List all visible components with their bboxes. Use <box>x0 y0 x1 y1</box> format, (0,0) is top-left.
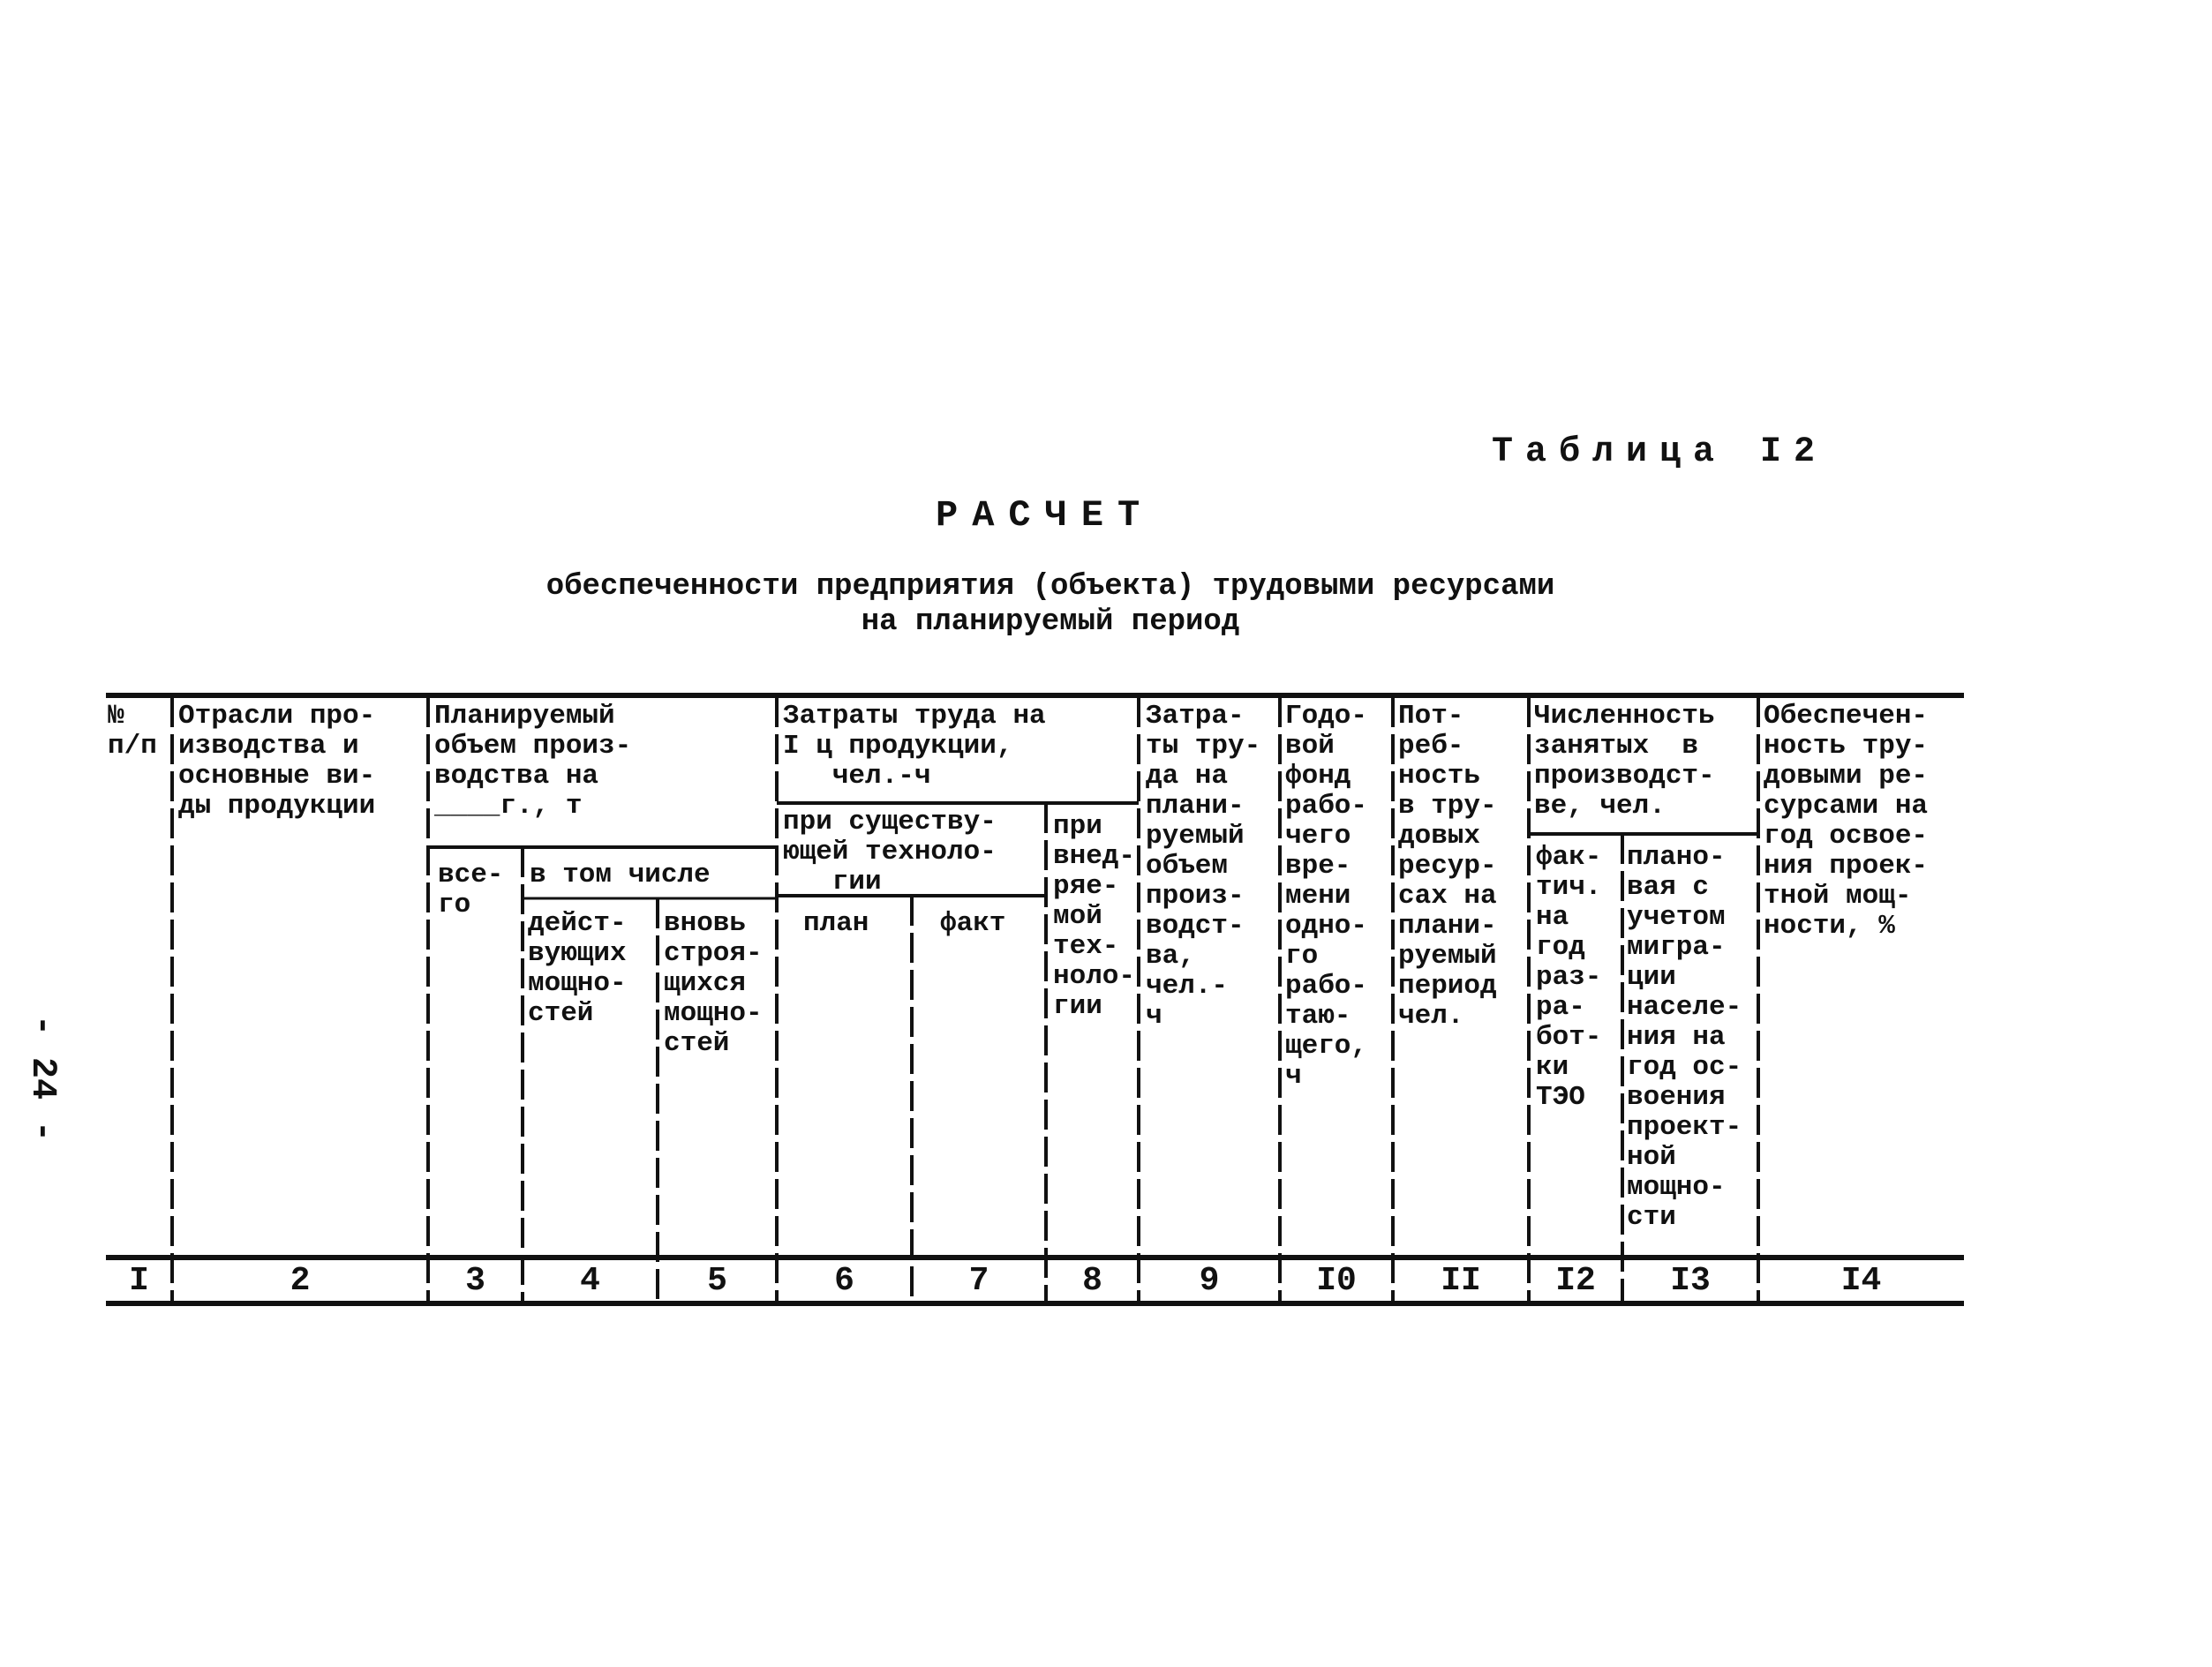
column-number-1: I <box>129 1262 149 1300</box>
header-new-technology: при внед- ряе- мой тех- ноло- гии <box>1053 811 1136 1022</box>
header-row-number: № п/п <box>108 701 157 762</box>
header-total: все- го <box>438 860 504 920</box>
header-planned-volume: Планируемый объем произ- водства на ____г., т <box>434 701 632 822</box>
header-plan: план <box>803 908 869 939</box>
header-planned-migration: плано- вая с учетом мигра- ции населе- ния на год ос- воения проект- ной мощно- сти <box>1627 842 1742 1233</box>
header-labor-provision: Обеспечен- ность тру- довыми ре- сурсами на год освое- ния проек- тной мощ- ности, % <box>1764 701 1929 942</box>
column-number-11: II <box>1441 1262 1481 1300</box>
column-number-12: I2 <box>1555 1262 1596 1300</box>
header-industry: Отрасли про- изводства и основные ви- ды продукции <box>178 701 376 822</box>
column-number-6: 6 <box>834 1262 854 1300</box>
header-including: в том числе <box>530 860 711 890</box>
column-number-14: I4 <box>1840 1262 1882 1300</box>
column-number-2: 2 <box>290 1262 311 1300</box>
subtitle-line-2: на планируемый период <box>861 605 1240 639</box>
subtitle-line-1: обеспеченности предприятия (объекта) трудовыми ресурсами <box>545 570 1555 604</box>
column-number-13: I3 <box>1670 1262 1711 1300</box>
column-number-10: I0 <box>1316 1262 1357 1300</box>
column-number-7: 7 <box>968 1262 989 1300</box>
column-number-3: 3 <box>465 1262 485 1300</box>
header-actual-feasibility: фак- тич. на год раз- ра- бот- ки ТЭО <box>1536 842 1602 1113</box>
column-number-8: 8 <box>1082 1262 1102 1300</box>
header-labor-cost: Затраты труда на I ц продукции, чел.-ч <box>783 701 1046 792</box>
column-number-4: 4 <box>580 1262 600 1300</box>
header-existing-capacity: дейст- вующих мощно- стей <box>528 908 627 1029</box>
column-number-9: 9 <box>1199 1262 1220 1300</box>
header-new-capacity: вновь строя- щихся мощно- стей <box>664 908 763 1059</box>
header-existing-technology: при существу- ющей техноло- гии <box>783 807 997 897</box>
column-number-5: 5 <box>707 1262 727 1300</box>
document-title: РАСЧЕТ <box>936 494 1155 537</box>
header-labor-planned-volume: Затра- ты тру- да на плани- руемый объем произ- водст- ва, чел.- ч <box>1146 701 1261 1032</box>
header-annual-work-time: Годо- вой фонд рабо- чего вре- мени одно- го рабо- таю- щего, ч <box>1285 701 1368 1092</box>
header-employed-count: Численность занятых в производст- ве, чел. <box>1534 701 1715 822</box>
page-number: - 24 - <box>22 1015 62 1143</box>
header-labor-need: Пот- реб- ность в тру- довых ресур- сах на плани- руемый период чел. <box>1398 701 1497 1032</box>
header-fact: факт <box>940 908 1006 939</box>
table-label: Таблица I2 <box>1492 432 1828 472</box>
